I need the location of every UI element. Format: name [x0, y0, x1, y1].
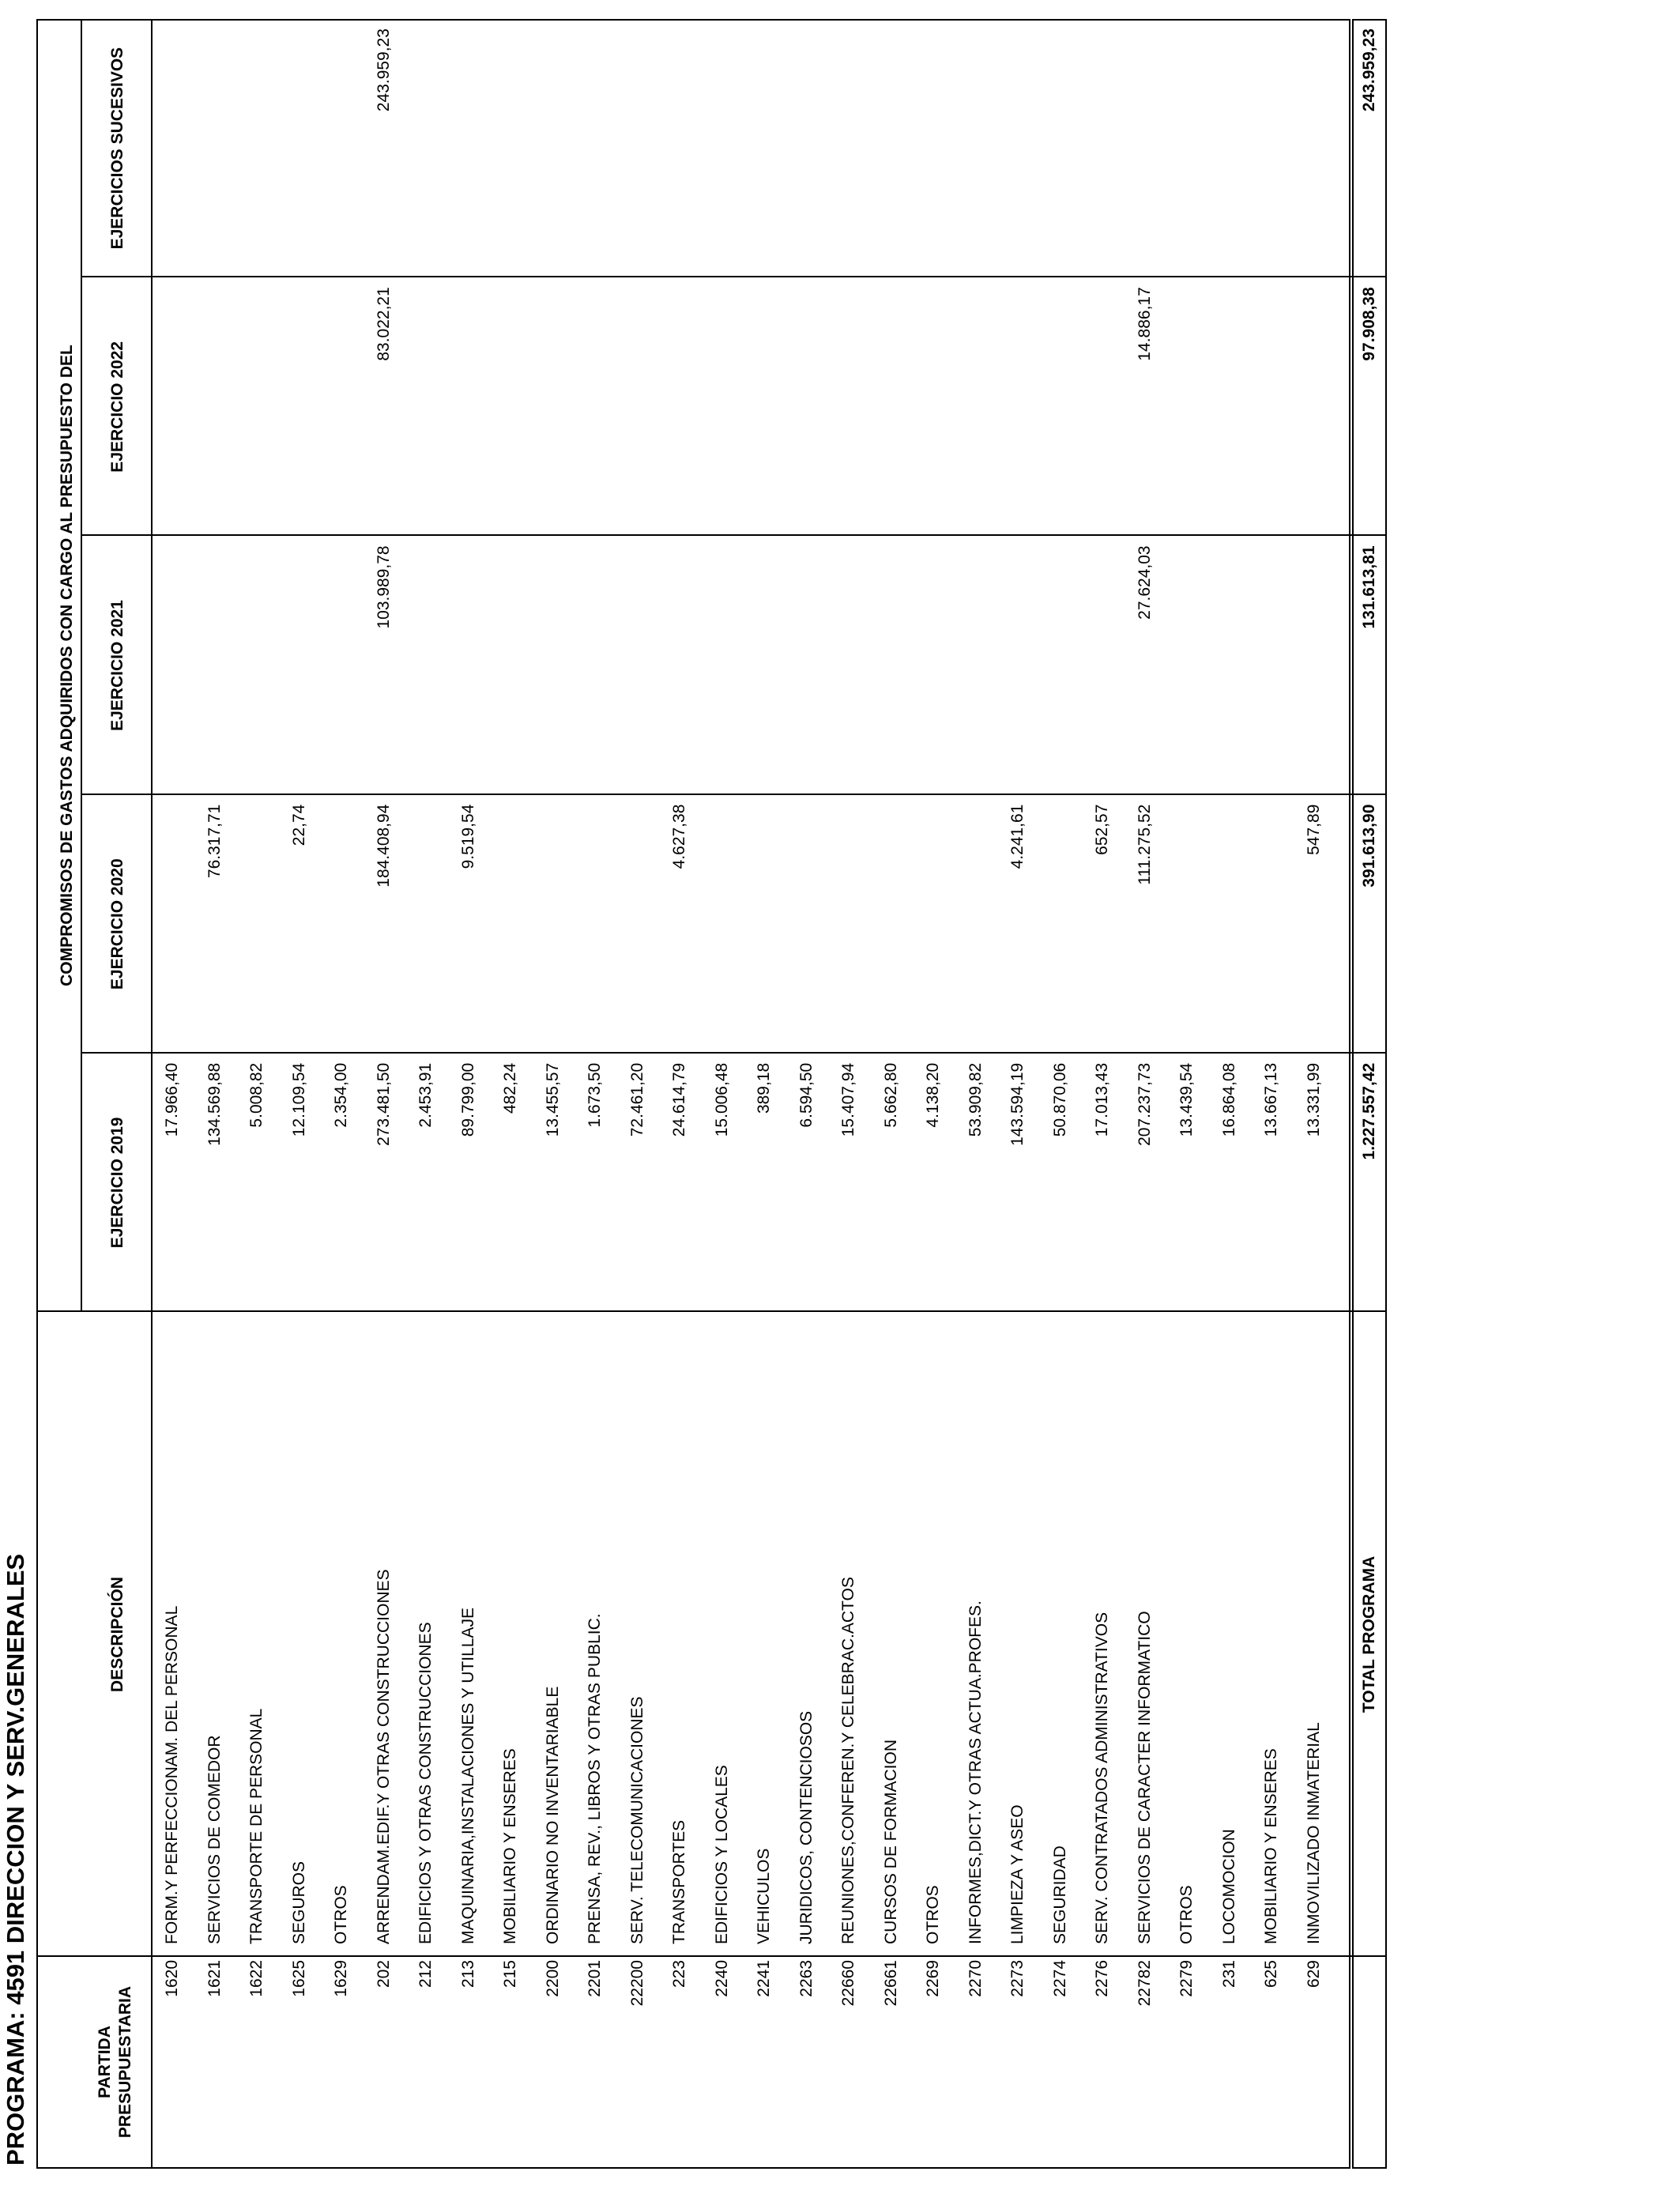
- row-description: ARRENDAM.EDIF.Y OTRAS CONSTRUCCIONES: [374, 1569, 393, 1944]
- row-value-e2020: 547,89: [1304, 804, 1323, 855]
- row-code: 2240: [712, 1960, 731, 1997]
- row-code: 213: [458, 1960, 477, 1989]
- row-value-e2020: 76.317,71: [205, 804, 224, 879]
- compromisos-underline: [81, 19, 82, 1312]
- row-description: LIMPIEZA Y ASEO: [1008, 1804, 1026, 1944]
- row-value-e2020: 652,57: [1093, 804, 1111, 855]
- row-description: ORDINARIO NO INVENTARIABLE: [543, 1686, 562, 1944]
- col-sep-5: [81, 534, 1387, 536]
- row-code: 2200: [543, 1960, 562, 1997]
- total-2019: 1.227.557,42: [1360, 1062, 1378, 1160]
- row-description: SERVICIOS DE CARACTER INFORMATICO: [1135, 1611, 1154, 1944]
- row-description: SERV. CONTRATADOS ADMINISTRATIVOS: [1093, 1612, 1111, 1944]
- row-code: 1620: [163, 1960, 181, 1997]
- row-code: 2241: [755, 1960, 773, 1997]
- total-sucesivos: 243.959,23: [1360, 28, 1378, 112]
- header-ejercicio-2021: EJERCICIO 2021: [108, 600, 126, 731]
- row-description: OTROS: [332, 1885, 350, 1944]
- row-value-e2022: 14.886,17: [1135, 287, 1154, 361]
- row-value-e2019: 6.594,50: [797, 1062, 816, 1128]
- header-partida-line1: PARTIDA: [96, 2026, 114, 2098]
- row-description: INFORMES,DICT.Y OTRAS ACTUA.PROFES.: [966, 1600, 985, 1944]
- row-description: REUNIONES,CONFEREN.Y CELEBRAC.ACTOS: [839, 1577, 857, 1944]
- row-code: 22782: [1135, 1960, 1154, 2007]
- row-code: 629: [1304, 1960, 1323, 1989]
- row-code: 2263: [797, 1960, 816, 1997]
- col-sep-1: [36, 1955, 1387, 1957]
- header-partida-line2: PRESUPUESTARIA: [116, 1985, 134, 2139]
- row-value-e2021: 103.989,78: [374, 545, 393, 629]
- row-description: MOBILIARIO Y ENSERES: [1262, 1748, 1280, 1944]
- header-bottom: [151, 19, 153, 2169]
- row-code: 1621: [205, 1960, 224, 1997]
- row-value-e2020: 9.519,54: [458, 804, 477, 869]
- row-code: 2270: [966, 1960, 985, 1997]
- row-code: 2201: [586, 1960, 604, 1997]
- row-code: 625: [1262, 1960, 1280, 1989]
- row-value-e2019: 16.864,08: [1219, 1062, 1238, 1137]
- total-2021: 131.613,81: [1360, 545, 1378, 629]
- row-value-e2019: 17.966,40: [163, 1062, 181, 1137]
- row-description: TRANSPORTE DE PERSONAL: [247, 1708, 266, 1944]
- row-value-e2019: 24.614,79: [670, 1062, 688, 1137]
- row-code: 223: [670, 1960, 688, 1989]
- row-code: 2274: [1050, 1960, 1069, 1997]
- row-value-e2019: 12.109,54: [289, 1062, 308, 1137]
- total-label: TOTAL PROGRAMA: [1360, 1555, 1378, 1713]
- row-value-e2019: 15.407,94: [839, 1062, 857, 1137]
- row-value-e2019: 72.461,20: [627, 1062, 646, 1137]
- row-code: 202: [374, 1960, 393, 1989]
- col-sep-2: [36, 1310, 1387, 1312]
- row-value-e2019: 389,18: [755, 1062, 773, 1114]
- row-value-e2020: 4.241,61: [1008, 804, 1026, 869]
- row-code: 2276: [1093, 1960, 1111, 1997]
- row-value-e2019: 13.667,13: [1262, 1062, 1280, 1137]
- row-code: 231: [1219, 1960, 1238, 1989]
- header-compromisos: COMPROMISOS DE GASTOS ADQUIRIDOS CON CARGO AL PRESUPUESTO DEL: [58, 345, 76, 986]
- row-value-e2019: 5.662,80: [881, 1062, 900, 1128]
- row-value-e2019: 2.354,00: [332, 1062, 350, 1128]
- row-code: 1625: [289, 1960, 308, 1997]
- row-value-e2019: 273.481,50: [374, 1062, 393, 1146]
- col-sep-4: [81, 794, 1387, 795]
- row-value-e2020: 4.627,38: [670, 804, 688, 869]
- row-description: SEGURIDAD: [1050, 1845, 1069, 1944]
- row-value-e2021: 27.624,03: [1135, 545, 1154, 620]
- row-value-e2019: 2.453,91: [416, 1062, 435, 1128]
- row-value-e2019: 134.569,88: [205, 1062, 224, 1146]
- row-description: TRANSPORTES: [670, 1819, 688, 1944]
- row-description: SERV. TELECOMUNICACIONES: [627, 1696, 646, 1944]
- header-ejercicio-2020: EJERCICIO 2020: [108, 858, 126, 990]
- row-value-e2019: 207.237,73: [1135, 1062, 1154, 1146]
- row-value-e2019: 1.673,50: [586, 1062, 604, 1128]
- row-code: 1629: [332, 1960, 350, 1997]
- row-value-e2019: 482,24: [501, 1062, 519, 1114]
- row-description: CURSOS DE FORMACION: [881, 1739, 900, 1944]
- row-description: OTROS: [1177, 1885, 1196, 1944]
- header-partida: [95, 1958, 136, 2166]
- row-description: PRENSA, REV., LIBROS Y OTRAS PUBLIC.: [586, 1613, 604, 1944]
- row-value-e2020: 22,74: [289, 804, 308, 846]
- total-2022: 97.908,38: [1360, 287, 1378, 361]
- row-description: INMOVILIZADO INMATERIAL: [1304, 1722, 1323, 1944]
- row-description: LOCOMOCION: [1219, 1829, 1238, 1944]
- row-description: EDIFICIOS Y OTRAS CONSTRUCCIONES: [416, 1622, 435, 1944]
- page-title: PROGRAMA: 4591 DIRECCION Y SERV.GENERALES: [2, 1553, 29, 2166]
- row-value-e2019: 89.799,00: [458, 1062, 477, 1137]
- header-ejercicios-sucesivos: EJERCICIOS SUCESIVOS: [108, 47, 126, 250]
- row-code: 212: [416, 1960, 435, 1989]
- row-value-e2019: 5.008,82: [247, 1062, 266, 1128]
- row-value-e2019: 13.439,54: [1177, 1062, 1196, 1137]
- row-description: FORM.Y PERFECCIONAM. DEL PERSONAL: [163, 1605, 181, 1944]
- row-description: JURIDICOS, CONTENCIOSOS: [797, 1710, 816, 1944]
- header-ejercicio-2022: EJERCICIO 2022: [108, 341, 126, 473]
- row-value-e2019: 13.455,57: [543, 1062, 562, 1137]
- row-value-e2020: 111.275,52: [1135, 804, 1154, 885]
- row-value-e2020: 184.408,94: [374, 804, 393, 888]
- row-value-e2019: 50.870,06: [1050, 1062, 1069, 1137]
- row-value-suc: 243.959,23: [374, 28, 393, 112]
- row-code: 2269: [924, 1960, 942, 1997]
- row-value-e2019: 53.909,82: [966, 1062, 985, 1137]
- row-description: MAQUINARIA,INSTALACIONES Y UTILLAJE: [458, 1608, 477, 1944]
- row-value-e2019: 143.594,19: [1008, 1062, 1026, 1146]
- row-code: 22660: [839, 1960, 857, 2007]
- row-value-e2022: 83.022,21: [374, 287, 393, 361]
- row-description: VEHICULOS: [755, 1848, 773, 1944]
- row-description: EDIFICIOS Y LOCALES: [712, 1765, 731, 1944]
- total-2020: 391.613,90: [1360, 804, 1378, 888]
- row-code: 22661: [881, 1960, 900, 2007]
- header-descripcion: DESCRIPCIÓN: [108, 1577, 126, 1692]
- row-code: 2273: [1008, 1960, 1026, 1997]
- col-sep-3: [81, 1052, 1387, 1054]
- row-code: 1622: [247, 1960, 266, 1997]
- row-value-e2019: 15.006,48: [712, 1062, 731, 1137]
- row-code: 22200: [627, 1960, 646, 2007]
- row-description: SERVICIOS DE COMEDOR: [205, 1735, 224, 1944]
- row-description: OTROS: [924, 1885, 942, 1944]
- row-value-e2019: 13.331,99: [1304, 1062, 1323, 1137]
- row-description: MOBILIARIO Y ENSERES: [501, 1748, 519, 1944]
- row-description: SEGUROS: [289, 1860, 308, 1944]
- header-ejercicio-2019: EJERCICIO 2019: [108, 1117, 126, 1249]
- col-sep-6: [81, 276, 1387, 277]
- row-code: 215: [501, 1960, 519, 1989]
- row-value-e2019: 4.138,20: [924, 1062, 942, 1128]
- row-value-e2019: 17.013,43: [1093, 1062, 1111, 1137]
- row-code: 2279: [1177, 1960, 1196, 1997]
